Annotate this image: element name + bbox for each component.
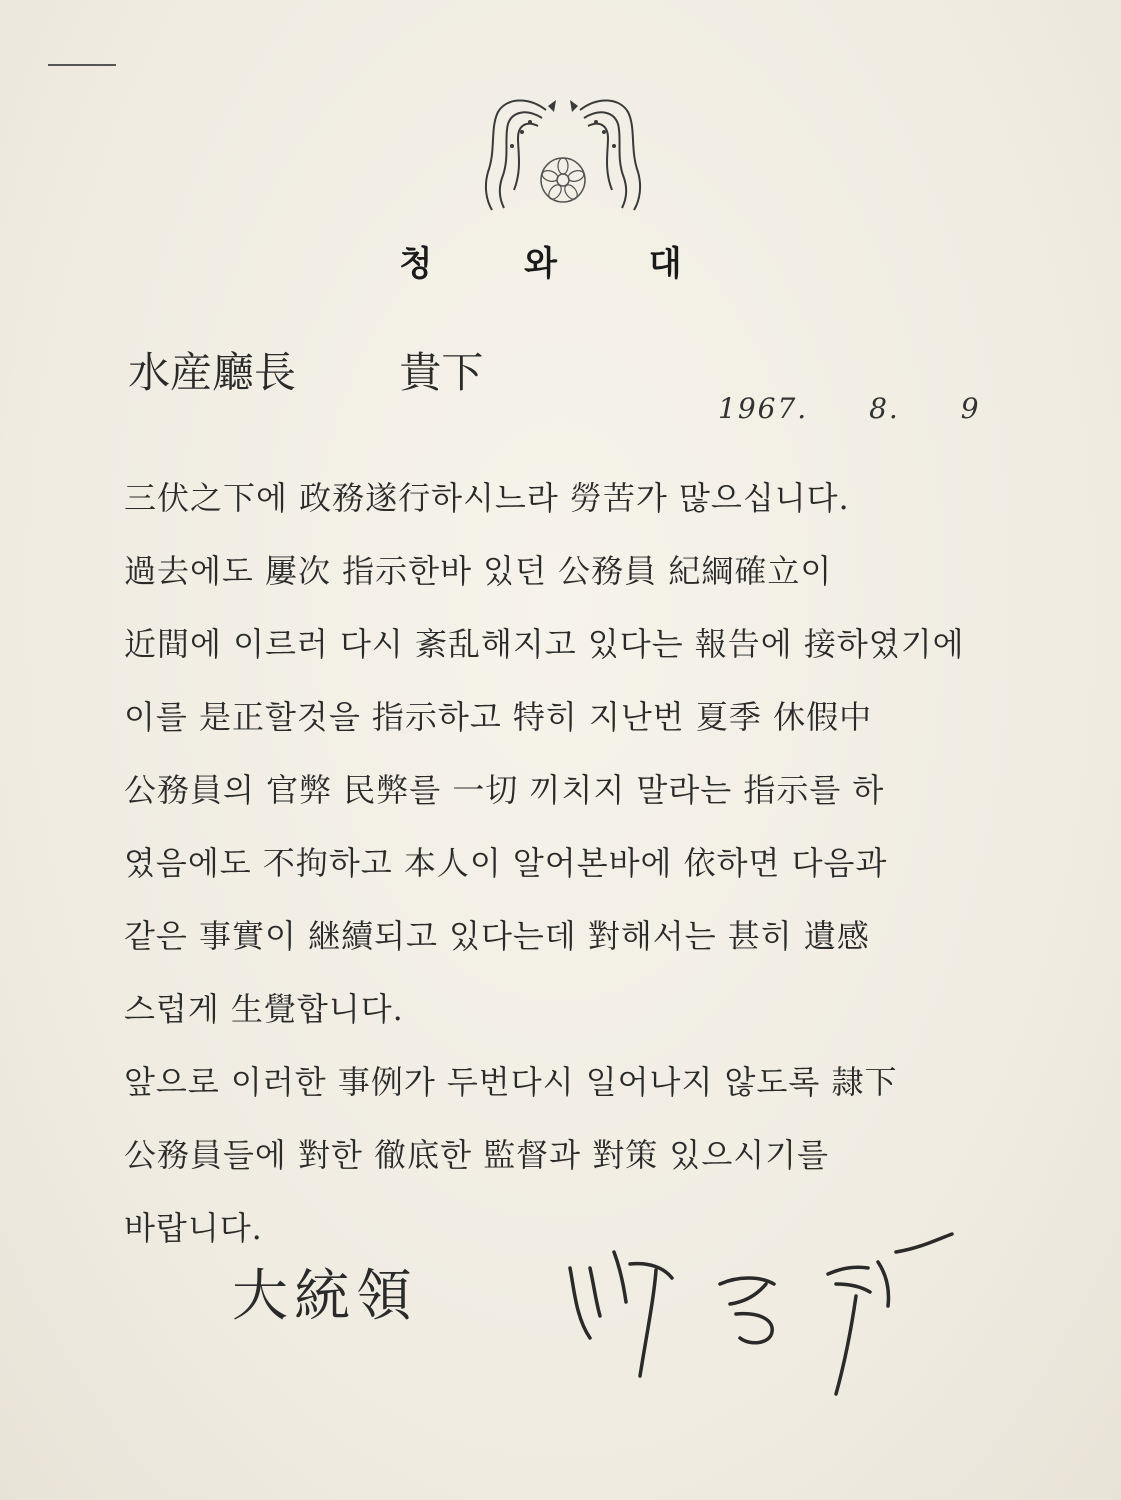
body-line: 였음에도 不拘하고 本人이 알어본바에 依하면 다음과 <box>124 844 888 882</box>
signature-title: 大統領 <box>232 1264 418 1329</box>
body-line: 스럽게 生覺합니다. <box>124 990 404 1028</box>
letter-date <box>718 392 1031 425</box>
letterhead-title: 청 와 대 <box>399 244 722 284</box>
date-month: 8. <box>869 392 900 425</box>
body-line: 近間에 이르러 다시 紊乱해지고 있다는 報告에 接하였기에 <box>124 625 965 663</box>
body-line: 三伏之下에 政務遂行하시느라 勞苦가 많으십니다. <box>124 479 850 517</box>
handwritten-signature <box>560 1228 960 1398</box>
date-year: 1967. <box>718 392 809 425</box>
addressee-honorific: 貴下 <box>399 348 484 397</box>
body-line: 앞으로 이러한 事例가 두번다시 일어나지 않도록 隷下 <box>124 1063 898 1101</box>
letter-body <box>124 468 1024 1271</box>
addressee-name: 水産廳長 <box>128 348 297 397</box>
phoenix-emblem-icon <box>468 92 658 214</box>
date-day: 9 <box>960 392 981 425</box>
body-line: 過去에도 屢次 指示한바 있던 公務員 紀綱確立이 <box>124 552 833 590</box>
body-line: 같은 事實이 継續되고 있다는데 對해서는 甚히 遺感 <box>124 917 870 955</box>
body-line: 公務員의 官弊 民弊를 一切 끼치지 말라는 指示를 하 <box>124 771 885 809</box>
addressee-line <box>128 340 483 400</box>
body-line: 바랍니다. <box>124 1209 263 1247</box>
body-line: 이를 是正할것을 指示하고 特히 지난번 夏季 休假中 <box>124 698 873 736</box>
body-line: 公務員들에 對한 徹底한 監督과 對策 있으시기를 <box>124 1136 829 1174</box>
edge-mark <box>48 64 116 66</box>
